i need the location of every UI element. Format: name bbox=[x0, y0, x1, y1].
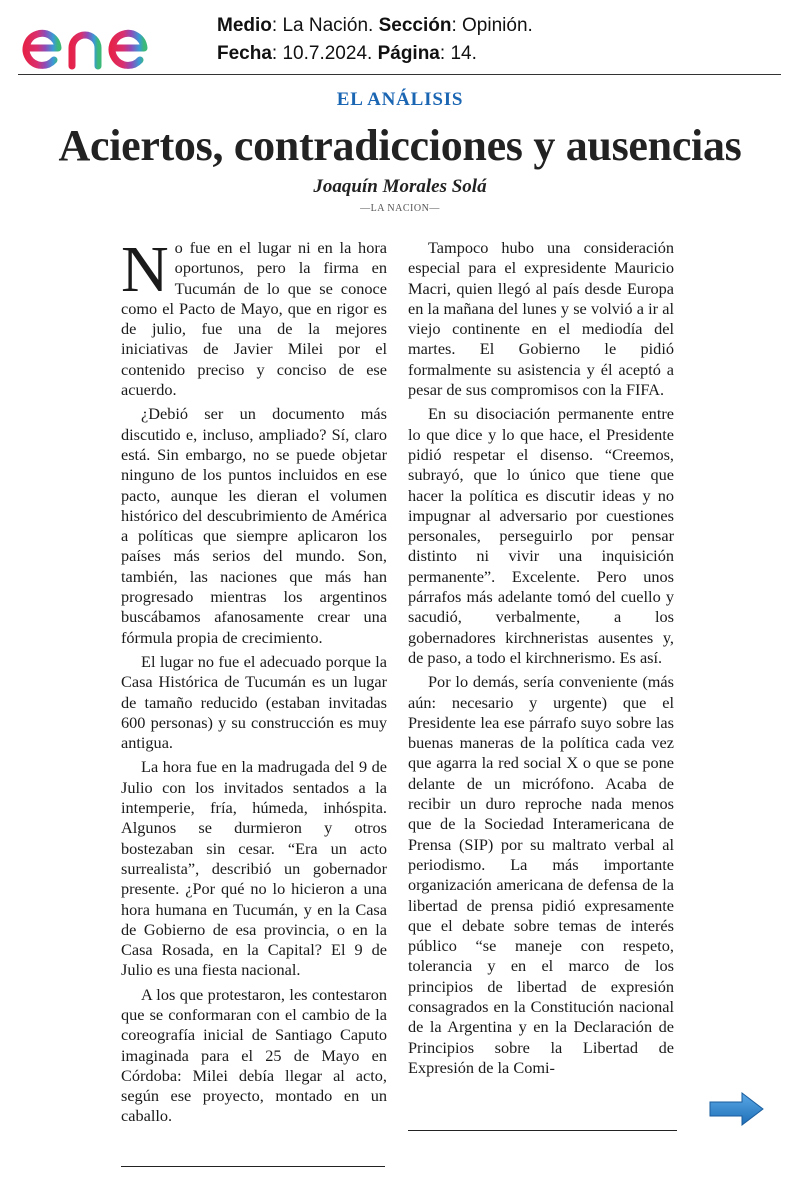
paragraph: La hora fue en la madrugada del 9 de Julio con los invitados sentados a la intemperie, fría, húmeda, inhóspita. Algunos se durmieron y otros bostezaban sin cesar. “Era un acto surrealista”, describió un gobernador presente. ¿Por qué no lo hicieron a una hora humana en Tucumán, y en la Casa de Gobierno de esa provincia, o en la Casa Rosada, en la Capital? El 9 de Julio es una fiesta nacional. bbox=[121, 757, 387, 980]
author-byline: Joaquín Morales Solá bbox=[313, 176, 487, 197]
arrow-right-icon[interactable] bbox=[708, 1090, 766, 1128]
drop-cap: N bbox=[121, 233, 169, 306]
document-metadata bbox=[217, 12, 533, 68]
section-kicker: EL ANÁLISIS bbox=[336, 89, 464, 110]
article-column-right bbox=[408, 238, 674, 1082]
paragraph: No fue en el lugar ni en la hora oportunos, pero la firma en Tucumán de lo que se conoce como el Pacto de Mayo, que en rigor es de julio, fue una de la mejores iniciativas de Javier Milei por el contenido preciso y conciso de ese acuerdo. bbox=[121, 233, 387, 400]
column-end-rule bbox=[408, 1130, 677, 1131]
paragraph: Tampoco hubo una consideración especial para el expresidente Mauricio Macri, quien llegó al país desde Europa en la mañana del lunes y se volvió a ir al viejo continente en el mediodía del martes. El Gobierno le pidió formalmente su asistencia y él aceptó a pesar de sus compromisos con la FIFA. bbox=[408, 238, 674, 400]
article-column-left bbox=[121, 233, 387, 1131]
medio-line: Medio: La Nación. Sección: Opinión. bbox=[217, 15, 533, 36]
publication-credit: —LA NACION— bbox=[360, 203, 440, 214]
enel-logo-icon bbox=[18, 4, 193, 74]
column-end-rule bbox=[121, 1166, 385, 1167]
paragraph: ¿Debió ser un documento más discutido e, incluso, ampliado? Sí, claro está. Sin embargo, no se puede objetar ninguno de los puntos incluidos en ese pacto, aunque les dieran el volumen histórico del descubrimiento de América a políticas que siempre aplicaron los países más serios del mundo. Son, también, las naciones que más han progresado mientras los argentinos buscábamos afanosamente crear una fórmula propia de crecimiento. bbox=[121, 404, 387, 647]
article-headline: Aciertos, contradicciones y ausencias bbox=[58, 121, 742, 170]
paragraph: En su disociación permanente entre lo que dice y lo que hace, el Presidente pidió respetar el disenso. “Creemos, subrayó, que lo único que tiene que hacer la política es discutir ideas y no impugnar al adversario por cuestiones personales, perseguirlo por pensar distinto ni vivir una inquisición permanente”. Excelente. Pero unos párrafos más adelante tomó del cuello y sacudió, verbalmente, a los gobernadores kirchneristas ausentes y, de paso, a todo el kirchnerismo. Es así. bbox=[408, 404, 674, 667]
fecha-line: Fecha: 10.7.2024. Página: 14. bbox=[217, 43, 477, 64]
paragraph: Por lo demás, sería conveniente (más aún: necesario y urgente) que el Presidente lea ese párrafo suyo sobre las buenas maneras de la política cada vez que agarra la red social X o que se pone delante de un micrófono. Acaba de recibir un duro reproche nada menos que de la Sociedad Interamericana de Prensa (SIP) por su maltrato verbal al periodismo. La más importante organización americana de defensa de la libertad de prensa pidió expresamente que el debate sobre temas de interés público “se maneje con respeto, tolerancia y en el marco de los principios de libertad de expresión consagrados en la Constitución nacional de la Argentina y en la Declaración de Principios sobre la Libertad de Expresión de la Comi- bbox=[408, 672, 674, 1077]
paragraph: El lugar no fue el adecuado porque la Casa Histórica de Tucumán es un lugar de tamaño reducido (estaban invitadas 600 personas) y su construcción es muy antigua. bbox=[121, 651, 387, 753]
paragraph: A los que protestaron, les contestaron que se conformaran con el cambio de la coreografía inicial de Santiago Caputo imaginada para el 25 de Mayo en Córdoba: Milei debía llegar al acto, según ese proyecto, montado en un caballo. bbox=[121, 984, 387, 1126]
header-divider bbox=[18, 74, 781, 75]
